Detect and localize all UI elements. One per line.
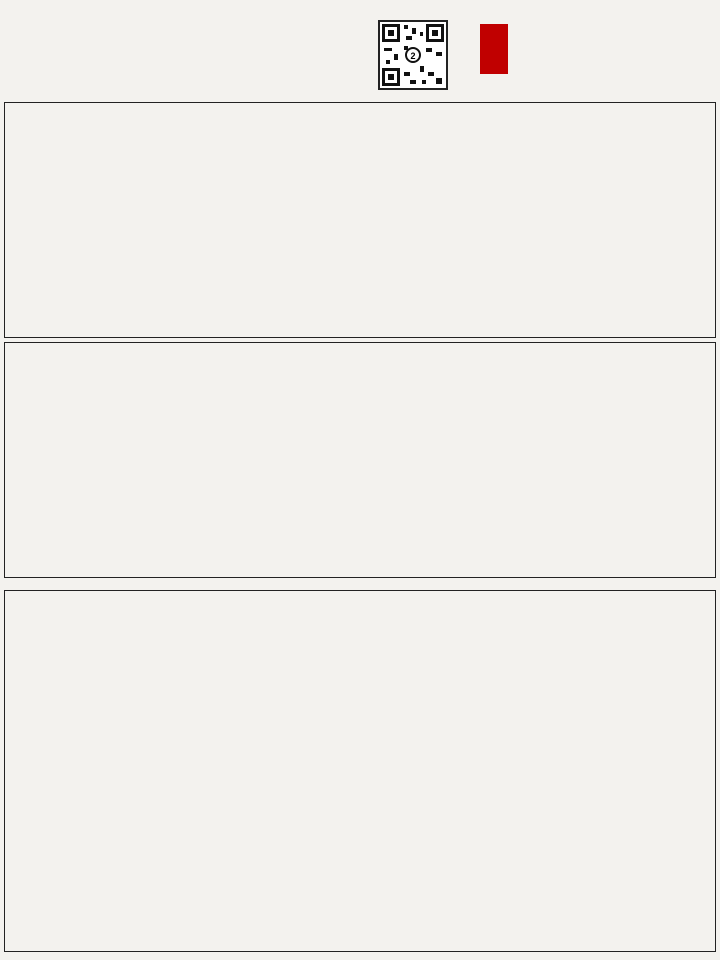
annual-grid	[4, 590, 716, 952]
qr-code[interactable]	[378, 20, 448, 90]
svg-text:2: 2	[410, 51, 416, 61]
dai-van-grid	[4, 342, 716, 578]
four-pillars	[4, 102, 716, 338]
brand-logo	[474, 10, 714, 80]
qr-code-icon	[380, 22, 446, 88]
seal-icon	[474, 10, 714, 80]
